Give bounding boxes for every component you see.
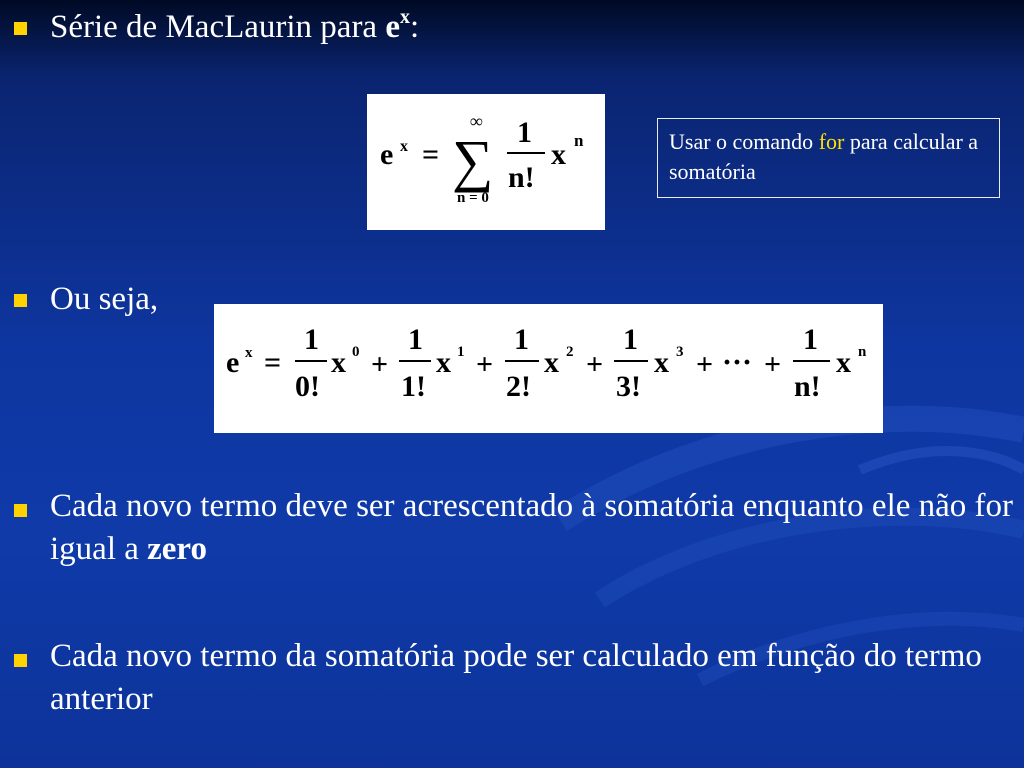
bullet-text: Série de MacLaurin para — [50, 9, 386, 45]
formula2-equals: = — [264, 346, 282, 379]
termn-var: x — [836, 346, 851, 379]
note-text-after: para calcular a somatória — [669, 129, 979, 184]
term1-var: x — [436, 346, 451, 379]
term0-exp: 0 — [352, 344, 360, 360]
bullet-marker — [14, 654, 27, 667]
bullet-marker — [14, 294, 27, 307]
plus-sign: + — [696, 348, 714, 381]
plus-sign: + — [476, 348, 494, 381]
term3-exp: 3 — [676, 344, 684, 360]
term3-var: x — [654, 346, 669, 379]
term3-numerator: 1 — [623, 323, 638, 356]
colon: : — [410, 9, 420, 45]
term1-numerator: 1 — [408, 323, 423, 356]
term0-numerator: 1 — [304, 323, 319, 356]
term2-var: x — [544, 346, 559, 379]
formula-expanded-series — [214, 304, 883, 433]
exponent-x: x — [400, 6, 410, 28]
formula-sigma-upper: ∞ — [470, 111, 483, 131]
term0-var: x — [331, 346, 346, 379]
note-box-for-command — [657, 118, 1000, 198]
exponential-e: e — [385, 9, 400, 45]
bullet-marker — [14, 22, 27, 35]
term2-exp: 2 — [566, 344, 574, 360]
term2-numerator: 1 — [514, 323, 529, 356]
term1-denominator: 1! — [401, 370, 426, 403]
termn-exp: n — [858, 344, 867, 360]
term0-denominator: 0! — [295, 370, 320, 403]
formula-maclaurin-sum — [367, 94, 605, 230]
formula-equals: = — [422, 138, 440, 171]
formula2-lhs-e: e — [226, 346, 240, 379]
formula-sigma: ∑ — [452, 128, 494, 193]
ellipsis: ··· — [722, 346, 753, 379]
bullet-marker — [14, 504, 27, 517]
bullet-text-maclaurin — [50, 5, 419, 49]
formula-lhs-e: e — [380, 138, 394, 171]
plus-sign: + — [371, 348, 389, 381]
formula-lhs-exp: x — [400, 138, 408, 155]
formula-sigma-lower: n = 0 — [457, 190, 489, 206]
note-text-before: Usar o comando — [669, 129, 819, 154]
term3-denominator: 3! — [616, 370, 641, 403]
termn-numerator: 1 — [803, 323, 818, 356]
formula-term-x: x — [551, 138, 566, 171]
plus-sign: + — [764, 348, 782, 381]
bullet-text-ou-seja: Ou seja, — [50, 281, 159, 317]
formula2-lhs-exp: x — [245, 345, 253, 361]
note-keyword-for: for — [818, 129, 845, 154]
formula-numerator: 1 — [517, 116, 532, 149]
formula-denominator: n! — [508, 161, 535, 194]
term1-exp: 1 — [457, 344, 465, 360]
plus-sign: + — [586, 348, 604, 381]
termn-denominator: n! — [794, 370, 821, 403]
term2-denominator: 2! — [506, 370, 531, 403]
formula-term-exp: n — [574, 131, 584, 150]
bullet-text-termo-anterior: Cada novo termo da somatória pode ser calculado em função do termo anterior — [50, 638, 982, 717]
bold-zero: zero — [147, 531, 207, 567]
bullet-text: Cada novo termo deve ser acrescentado à somatória enquanto ele não for igual a — [50, 488, 1014, 567]
bullet-text-acrescentado — [50, 485, 1015, 571]
